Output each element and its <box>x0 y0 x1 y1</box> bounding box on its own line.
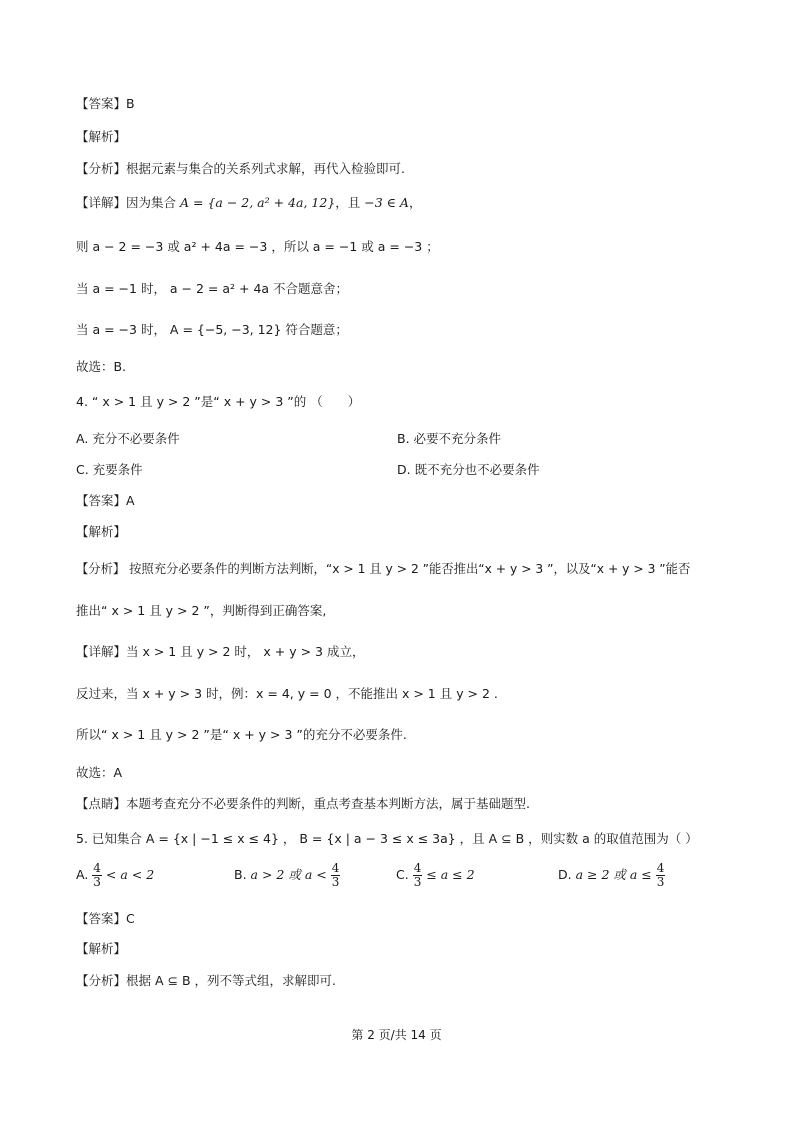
q5-option-d-pre: a ≥ 2 或 a ≤ <box>575 867 652 882</box>
q5-option-c <box>396 862 475 889</box>
q5-option-b <box>234 862 340 889</box>
q4-option-a: A. 充分不必要条件 <box>76 431 180 446</box>
q3-detail-set: A = {a − 2, a² + 4a, 12} <box>180 195 336 210</box>
q5-option-a-numerator: 4 <box>93 861 101 875</box>
page-footer: 第 2 页/共 14 页 <box>351 1028 442 1042</box>
q4-analysis-header: 【解析】 <box>76 524 127 539</box>
q5-stem: 5. 已知集合 A = {x | −1 ≤ x ≤ 4} ， B = {x | a − 3 ≤ x ≤ 3a} ，且 A ⊆ B ，则实数 a 的取值范围为（ ） <box>76 831 698 846</box>
q5-option-d-fraction <box>656 862 666 889</box>
q3-line4: 当 a = −3 时， A = {−5, −3, 12} 符合题意； <box>76 322 348 337</box>
q5-fenxi: 【分析】根据 A ⊆ B ，列不等式组，求解即可. <box>76 973 336 988</box>
q4-detail-line2: 反过来，当 x + y > 3 时，例：x = 4, y = 0 ，不能推出 x > 1 且 y > 2 . <box>76 686 498 701</box>
q5-option-b-label: B. <box>234 867 247 882</box>
q5-option-c-fraction <box>413 862 423 889</box>
q3-line2: 则 a − 2 = −3 或 a² + 4a = −3 ，所以 a = −1 或 a = −3 ； <box>76 239 439 254</box>
q4-choice: 故选：A <box>76 765 123 780</box>
q4-answer: 【答案】A <box>76 493 135 508</box>
q5-option-c-numerator: 4 <box>413 861 422 875</box>
q5-option-a-denominator: 3 <box>93 875 101 889</box>
q3-answer: 【答案】B <box>76 96 135 111</box>
q4-fenxi-line1: 【分析】 按照充分必要条件的判断方法判断，“x > 1 且 y > 2 ”能否推出“x + y > 3 ”，以及“x + y > 3 ”能否 <box>76 562 691 576</box>
q5-option-c-denominator: 3 <box>413 875 422 889</box>
q4-stem: 4. “ x > 1 且 y > 2 ”是“ x + y > 3 ”的 （ ） <box>76 394 361 409</box>
q3-detail-text-c: ， <box>408 195 422 210</box>
q3-detail <box>76 194 421 212</box>
q5-option-c-label: C. <box>396 867 409 882</box>
q5-analysis-header: 【解析】 <box>76 941 127 956</box>
q3-detail-cond: −3 ∈ A <box>364 195 409 210</box>
q5-option-c-rest: ≤ a ≤ 2 <box>426 867 475 882</box>
q3-analysis-header: 【解析】 <box>76 129 127 144</box>
q5-option-a <box>76 862 154 889</box>
q5-option-a-fraction <box>92 862 102 889</box>
q5-option-d-label: D. <box>558 867 572 882</box>
q5-option-b-numerator: 4 <box>331 861 340 875</box>
q5-option-b-pre: a > 2 或 a < <box>250 867 327 882</box>
q4-fenxi-line2: 推出“ x > 1 且 y > 2 ”，判断得到正确答案, <box>76 603 327 618</box>
q3-choice: 故选：B. <box>76 359 127 374</box>
q4-detail-line3: 所以“ x > 1 且 y > 2 ”是“ x + y > 3 ”的充分不必要条件. <box>76 727 407 742</box>
q4-option-b: B. 必要不充分条件 <box>397 431 502 446</box>
q5-option-a-rest: < a < 2 <box>105 867 155 882</box>
q3-fenxi: 【分析】根据元素与集合的关系列式求解，再代入检验即可. <box>76 161 405 176</box>
q4-dianjing: 【点睛】本题考查充分不必要条件的判断，重点考查基本判断方法，属于基础题型. <box>76 796 530 811</box>
q3-line3: 当 a = −1 时， a − 2 = a² + 4a 不合题意舍； <box>76 281 349 296</box>
q4-detail-line1: 【详解】当 x > 1 且 y > 2 时， x + y > 3 成立， <box>76 644 365 659</box>
q3-detail-text-a: 【详解】因为集合 <box>76 195 177 210</box>
q5-option-b-denominator: 3 <box>331 875 340 889</box>
q5-answer: 【答案】C <box>76 911 135 926</box>
q5-option-a-label: A. <box>76 867 89 882</box>
q4-option-c: C. 充要条件 <box>76 462 143 477</box>
q3-detail-text-b: ，且 <box>335 195 361 210</box>
q5-option-b-fraction <box>331 862 341 889</box>
q5-option-d <box>558 862 665 889</box>
q5-option-d-denominator: 3 <box>656 875 665 889</box>
q4-option-d: D. 既不充分也不必要条件 <box>397 462 540 477</box>
q5-option-d-numerator: 4 <box>656 861 665 875</box>
